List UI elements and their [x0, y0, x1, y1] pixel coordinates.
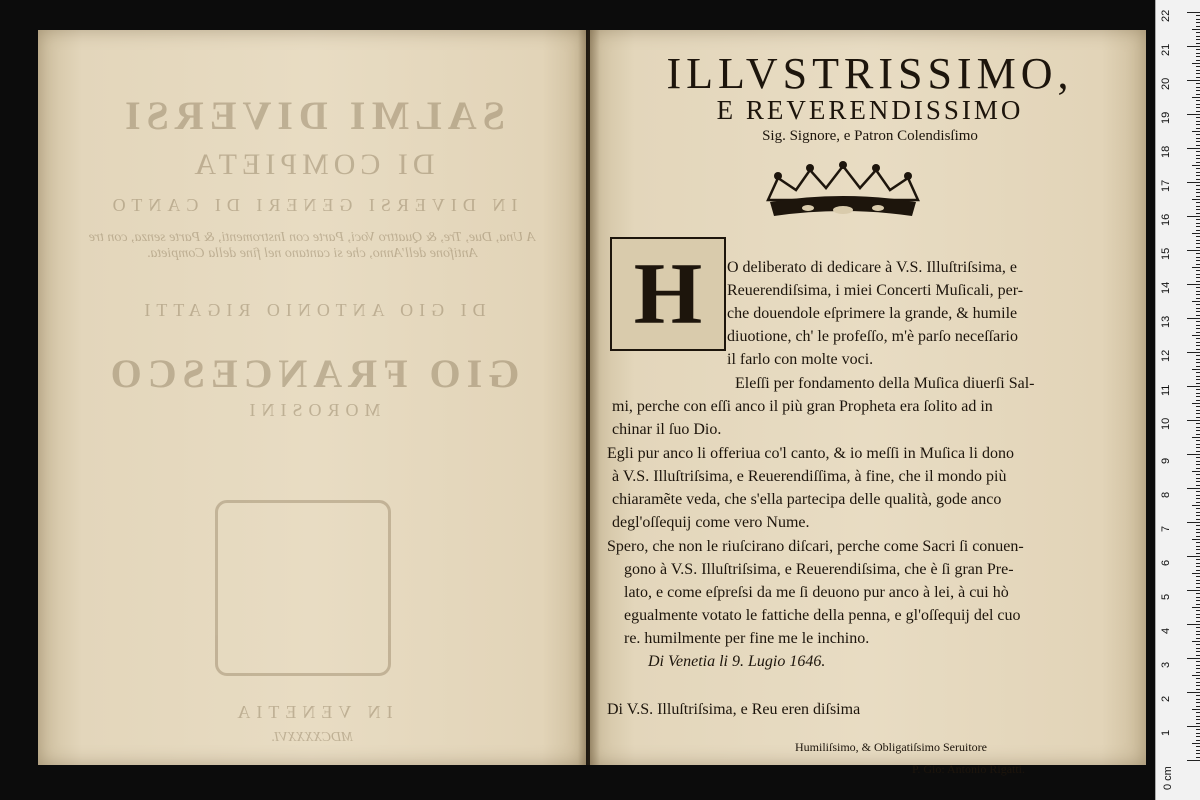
ruler-tick [1196, 206, 1200, 207]
body-line: re. humilmente per fine me le inchino. [624, 630, 870, 647]
ruler-tick [1196, 695, 1200, 696]
ruler-tick [1192, 403, 1200, 404]
ruler-tick [1187, 726, 1200, 727]
ruler-tick [1196, 723, 1200, 724]
ruler-tick [1196, 362, 1200, 363]
ruler-number: 10 [1160, 417, 1172, 430]
ruler-tick [1196, 668, 1200, 669]
ruler-tick [1187, 386, 1200, 387]
ruler-tick [1196, 243, 1200, 244]
ruler-tick [1196, 478, 1200, 479]
ruler-tick [1196, 49, 1200, 50]
ruler-tick [1196, 379, 1200, 380]
dedication-salutation: Sig. Signore, e Patron Colendisſimo [762, 128, 978, 144]
ruler-tick [1192, 573, 1200, 574]
ruler-tick [1196, 587, 1200, 588]
ruler-tick [1196, 464, 1200, 465]
ruler-number: 14 [1160, 281, 1172, 294]
ruler-tick [1196, 138, 1200, 139]
ruler-tick [1192, 505, 1200, 506]
ruler-tick [1196, 706, 1200, 707]
ruler-tick [1187, 12, 1200, 13]
ruler-tick [1196, 192, 1200, 193]
dedication-subtitle: E REVERENDISSIMO [716, 95, 1024, 125]
ruler-tick [1196, 665, 1200, 666]
ruler-number: 2 [1160, 695, 1172, 702]
ruler-tick [1196, 498, 1200, 499]
ruler-tick [1196, 383, 1200, 384]
ruler-tick [1187, 692, 1200, 693]
ruler-tick [1196, 39, 1200, 40]
ruler-tick [1196, 22, 1200, 23]
ruler-tick [1196, 226, 1200, 227]
ruler-tick [1196, 712, 1200, 713]
ruler-tick [1196, 750, 1200, 751]
ruler-tick [1196, 264, 1200, 265]
ruler-tick [1196, 121, 1200, 122]
ruler-tick [1196, 287, 1200, 288]
body-line: Spero, che non le riuſcirano diſcari, perche come Sacri ſi conuen- [607, 538, 1024, 555]
ruler-number: 19 [1160, 111, 1172, 124]
ruler-tick [1196, 457, 1200, 458]
ruler-tick [1196, 90, 1200, 91]
ruler-tick [1196, 304, 1200, 305]
showthrough-line: IN DIVERSI GENERI DI CANTO [106, 195, 518, 215]
ruler-tick [1196, 53, 1200, 54]
ruler-tick [1196, 614, 1200, 615]
book-gutter [578, 30, 600, 765]
ruler-tick [1196, 699, 1200, 700]
ruler-tick [1192, 607, 1200, 608]
ruler-tick [1196, 746, 1200, 747]
ruler-tick [1187, 148, 1200, 149]
ruler-tick [1196, 359, 1200, 360]
ruler-tick [1196, 546, 1200, 547]
ruler-tick [1196, 311, 1200, 312]
ruler-tick [1196, 240, 1200, 241]
ruler-tick [1196, 491, 1200, 492]
ruler-number: 5 [1160, 593, 1172, 600]
ruler-tick [1187, 216, 1200, 217]
ruler-tick [1196, 393, 1200, 394]
ruler-tick [1187, 590, 1200, 591]
ruler-number: 16 [1160, 213, 1172, 226]
ruler-tick [1192, 199, 1200, 200]
ruler-tick [1192, 437, 1200, 438]
ruler-tick [1196, 413, 1200, 414]
body-line: diuotione, ch' le profeſſo, m'è parſo neceſſario [727, 328, 1018, 345]
ruler-tick [1196, 474, 1200, 475]
ruler-tick [1196, 495, 1200, 496]
ruler-tick [1196, 631, 1200, 632]
ruler-tick [1187, 46, 1200, 47]
body-line: gono à V.S. Illuſtriſsima, e Reuerendiſsima, che è ſi gran Pre- [624, 561, 1014, 578]
ruler-tick [1196, 508, 1200, 509]
showthrough-subtitle: DI COMPIETA [189, 148, 435, 181]
ruler-tick [1196, 345, 1200, 346]
ruler-tick [1192, 335, 1200, 336]
ruler-tick [1196, 736, 1200, 737]
ruler-tick [1196, 682, 1200, 683]
ruler-tick [1196, 733, 1200, 734]
dedication-title: ILLVSTRISSIMO, [666, 49, 1074, 98]
ruler-tick [1196, 542, 1200, 543]
ruler-tick [1196, 468, 1200, 469]
ruler-tick [1192, 743, 1200, 744]
ruler-tick [1196, 593, 1200, 594]
ruler-tick [1196, 559, 1200, 560]
ruler-tick [1196, 247, 1200, 248]
ruler-tick [1187, 522, 1200, 523]
ruler-tick [1196, 349, 1200, 350]
ruler-tick [1196, 36, 1200, 37]
ruler-tick [1196, 100, 1200, 101]
ruler-tick [1196, 447, 1200, 448]
ruler-tick [1196, 638, 1200, 639]
ruler-tick [1196, 481, 1200, 482]
ruler-tick [1196, 648, 1200, 649]
left-page-showthrough [38, 30, 586, 765]
ruler-tick [1196, 617, 1200, 618]
ruler-tick [1196, 111, 1200, 112]
ruler-number: 7 [1160, 525, 1172, 532]
ruler-tick [1196, 274, 1200, 275]
ruler-number: 4 [1160, 627, 1172, 634]
ruler-tick [1196, 536, 1200, 537]
body-line: degl'oſſequij come vero Nume. [612, 514, 810, 531]
ruler-tick [1196, 576, 1200, 577]
ruler-tick [1196, 372, 1200, 373]
ruler-tick [1187, 556, 1200, 557]
ruler-tick [1192, 131, 1200, 132]
ruler-number: 17 [1160, 179, 1172, 192]
signature-title: Humiliſsimo, & Obligatiſsimo Seruitore [795, 740, 987, 754]
ruler-tick [1196, 757, 1200, 758]
ruler-tick [1196, 406, 1200, 407]
ruler-tick [1192, 165, 1200, 166]
ruler-number: 13 [1160, 315, 1172, 328]
closing-line: Di V.S. Illuſtriſsima, e Reu eren diſsima [607, 701, 861, 718]
ruler-tick [1196, 277, 1200, 278]
ruler-tick [1196, 77, 1200, 78]
ruler-tick [1187, 182, 1200, 183]
ruler-tick [1196, 644, 1200, 645]
ruler-tick [1196, 196, 1200, 197]
ruler-tick [1187, 624, 1200, 625]
ruler-tick [1196, 621, 1200, 622]
decorated-initial [610, 237, 726, 351]
left-page [38, 30, 586, 765]
ruler-tick [1192, 97, 1200, 98]
ruler-tick [1187, 284, 1200, 285]
ruler-tick [1196, 151, 1200, 152]
ruler-tick [1196, 702, 1200, 703]
ruler-tick [1196, 162, 1200, 163]
ruler-tick [1196, 19, 1200, 20]
ruler-number: 22 [1160, 9, 1172, 22]
ruler-tick [1196, 427, 1200, 428]
ruler-number: 6 [1160, 559, 1172, 566]
ruler-tick [1196, 355, 1200, 356]
body-line: à V.S. Illuſtriſsima, e Reuerendiſſima, à fine, che il mondo più [612, 468, 1007, 485]
ruler-number: 20 [1160, 77, 1172, 90]
ruler-tick [1196, 175, 1200, 176]
body-line: Eleſſi per fondamento della Muſica diuerſi Sal- [735, 375, 1035, 392]
ruler-tick [1192, 471, 1200, 472]
ruler-tick [1192, 301, 1200, 302]
ruler-tick [1187, 488, 1200, 489]
ruler-tick [1196, 689, 1200, 690]
ruler-tick [1196, 260, 1200, 261]
ruler-tick [1196, 60, 1200, 61]
ruler-tick [1196, 729, 1200, 730]
body-line: chinar il ſuo Dio. [612, 421, 722, 438]
ruler-tick [1196, 532, 1200, 533]
ruler-tick [1196, 124, 1200, 125]
ruler-tick [1196, 281, 1200, 282]
ruler-number: 12 [1160, 349, 1172, 362]
ruler-tick [1196, 389, 1200, 390]
ruler-tick [1196, 655, 1200, 656]
ruler-tick [1196, 651, 1200, 652]
ruler-tick [1196, 294, 1200, 295]
ruler-tick [1196, 753, 1200, 754]
ruler-tick [1196, 168, 1200, 169]
body-line: Reuerendiſsima, i miei Concerti Muſicali, per- [727, 282, 1024, 299]
ruler-tick [1196, 716, 1200, 717]
ruler-tick [1196, 553, 1200, 554]
ruler-tick [1196, 600, 1200, 601]
ruler-tick [1196, 627, 1200, 628]
ruler-tick [1196, 400, 1200, 401]
ruler-tick [1196, 583, 1200, 584]
ruler-tick [1196, 485, 1200, 486]
ruler-tick [1196, 298, 1200, 299]
ruler-tick [1187, 352, 1200, 353]
ruler-tick [1187, 658, 1200, 659]
showthrough-description: A Una, Due, Tre, & Quattro Voci, Parte con Instromenti, & Parte senza, con tre Antifone dell'Anno, che si cantano nel fine della Compieta. [88, 230, 536, 261]
ruler-tick [1196, 417, 1200, 418]
body-line: chiaramẽte veda, che s'ella partecipa delle qualità, gode anco [612, 491, 1002, 508]
ruler-tick [1196, 87, 1200, 88]
showthrough-year: MDCXXXXVI. [270, 730, 354, 745]
ruler-tick [1192, 29, 1200, 30]
ruler-tick [1192, 641, 1200, 642]
ruler-tick [1187, 250, 1200, 251]
body-line: che douendole eſprimere la grande, & humile [727, 305, 1018, 322]
showthrough-city: IN VENETIA [231, 702, 393, 722]
ruler-tick [1192, 709, 1200, 710]
ruler-number: 3 [1160, 661, 1172, 668]
ruler-tick [1196, 270, 1200, 271]
ruler-tick [1196, 172, 1200, 173]
ruler-tick [1192, 63, 1200, 64]
ruler-tick [1196, 566, 1200, 567]
ruler-tick [1196, 26, 1200, 27]
ruler-tick [1196, 740, 1200, 741]
ruler-tick [1196, 94, 1200, 95]
ruler-tick [1187, 760, 1200, 761]
ruler-tick [1196, 202, 1200, 203]
ruler-tick [1196, 83, 1200, 84]
ruler-tick [1196, 223, 1200, 224]
ruler-tick [1196, 440, 1200, 441]
crown-icon [758, 160, 928, 222]
ruler-tick [1196, 502, 1200, 503]
ruler-tick [1196, 444, 1200, 445]
ruler-tick [1196, 308, 1200, 309]
ruler-tick [1196, 719, 1200, 720]
ruler-tick [1196, 423, 1200, 424]
ruler-tick [1196, 549, 1200, 550]
showthrough-printer-mark [215, 500, 391, 676]
showthrough-author: DI GIO ANTONIO RIGATTI [138, 300, 486, 320]
ruler-tick [1196, 461, 1200, 462]
ruler-tick [1196, 179, 1200, 180]
ruler-tick [1196, 185, 1200, 186]
ruler-number: 8 [1160, 491, 1172, 498]
ruler-tick [1196, 117, 1200, 118]
ruler-tick [1196, 15, 1200, 16]
ruler-number: 21 [1160, 43, 1172, 56]
ruler-number: 1 [1160, 729, 1172, 736]
ruler-tick [1196, 56, 1200, 57]
ruler-tick [1196, 230, 1200, 231]
ruler-tick [1192, 233, 1200, 234]
initial-letter: H [633, 245, 703, 343]
body-line: il farlo con molte voci. [727, 351, 874, 368]
ruler-unit-label: 0 cm [1162, 766, 1174, 790]
ruler-tick [1196, 525, 1200, 526]
ruler-tick [1196, 104, 1200, 105]
ruler-tick [1196, 661, 1200, 662]
ruler-tick [1196, 672, 1200, 673]
ruler-tick [1196, 32, 1200, 33]
ruler-tick [1187, 454, 1200, 455]
showthrough-dedicatee-2: MOROSINI [243, 400, 381, 420]
signature-name: P. Gio: Antonio Rigatti. [912, 762, 1026, 776]
ruler-tick [1196, 73, 1200, 74]
ruler-tick [1196, 519, 1200, 520]
ruler-tick [1196, 563, 1200, 564]
ruler-tick [1196, 580, 1200, 581]
ruler-tick [1196, 236, 1200, 237]
ruler-tick [1196, 315, 1200, 316]
measurement-ruler [1155, 0, 1200, 800]
ruler-tick [1196, 610, 1200, 611]
ruler-tick [1196, 529, 1200, 530]
ruler-number: 9 [1160, 457, 1172, 464]
body-line: Egli pur anco li offeriua co'l canto, & io meſſi in Muſica li dono [607, 445, 1014, 462]
ruler-tick [1196, 257, 1200, 258]
ruler-tick [1192, 369, 1200, 370]
ruler-tick [1196, 134, 1200, 135]
ruler-tick [1196, 451, 1200, 452]
ruler-tick [1196, 70, 1200, 71]
ruler-tick [1192, 267, 1200, 268]
ruler-tick [1196, 291, 1200, 292]
ruler-tick [1196, 376, 1200, 377]
ruler-tick [1187, 420, 1200, 421]
ruler-tick [1196, 189, 1200, 190]
ruler-tick [1196, 128, 1200, 129]
ruler-tick [1196, 43, 1200, 44]
ruler-tick [1196, 342, 1200, 343]
ruler-tick [1187, 80, 1200, 81]
ruler-tick [1196, 434, 1200, 435]
ruler-tick [1196, 155, 1200, 156]
ruler-tick [1196, 321, 1200, 322]
ruler-tick [1187, 318, 1200, 319]
date-line: Di Venetia li 9. Lugio 1646. [648, 653, 826, 670]
ruler-tick [1196, 430, 1200, 431]
ruler-tick [1196, 338, 1200, 339]
ruler-tick [1196, 209, 1200, 210]
ruler-tick [1196, 604, 1200, 605]
ruler-tick [1192, 539, 1200, 540]
ruler-tick [1196, 158, 1200, 159]
ruler-tick [1196, 107, 1200, 108]
ruler-tick [1196, 570, 1200, 571]
ruler-tick [1196, 678, 1200, 679]
ruler-tick [1196, 597, 1200, 598]
ruler-tick [1196, 325, 1200, 326]
ruler-tick [1196, 515, 1200, 516]
ruler-tick [1196, 213, 1200, 214]
ruler-number: 15 [1160, 247, 1172, 260]
ruler-tick [1196, 396, 1200, 397]
body-line: mi, perche con eſſi anco il più gran Propheta era ſolito ad in [612, 398, 993, 415]
ruler-tick [1196, 141, 1200, 142]
body-line: lato, e come eſpreſsi da me ſi deuono pur anco à lei, à cui hò [624, 584, 1009, 601]
ruler-tick [1196, 328, 1200, 329]
ruler-tick [1196, 410, 1200, 411]
ruler-tick [1192, 675, 1200, 676]
ruler-tick [1196, 634, 1200, 635]
ruler-number: 18 [1160, 145, 1172, 158]
ruler-tick [1196, 253, 1200, 254]
ruler-tick [1196, 332, 1200, 333]
ruler-tick [1187, 114, 1200, 115]
ruler-tick [1196, 512, 1200, 513]
showthrough-dedicatee: GIO FRANCESCO [104, 351, 520, 396]
body-line: O deliberato di dedicare à V.S. Illuſtriſsima, e [727, 259, 1017, 276]
body-line: egualmente votato le fattiche della penna, e gl'oſſequij del cuo [624, 607, 1021, 624]
showthrough-title: SALMI DIVERSI [119, 93, 505, 138]
ruler-tick [1196, 685, 1200, 686]
ruler-tick [1196, 219, 1200, 220]
ruler-tick [1196, 145, 1200, 146]
ruler-number: 11 [1160, 384, 1172, 396]
ruler-tick [1196, 66, 1200, 67]
ruler-tick [1196, 366, 1200, 367]
